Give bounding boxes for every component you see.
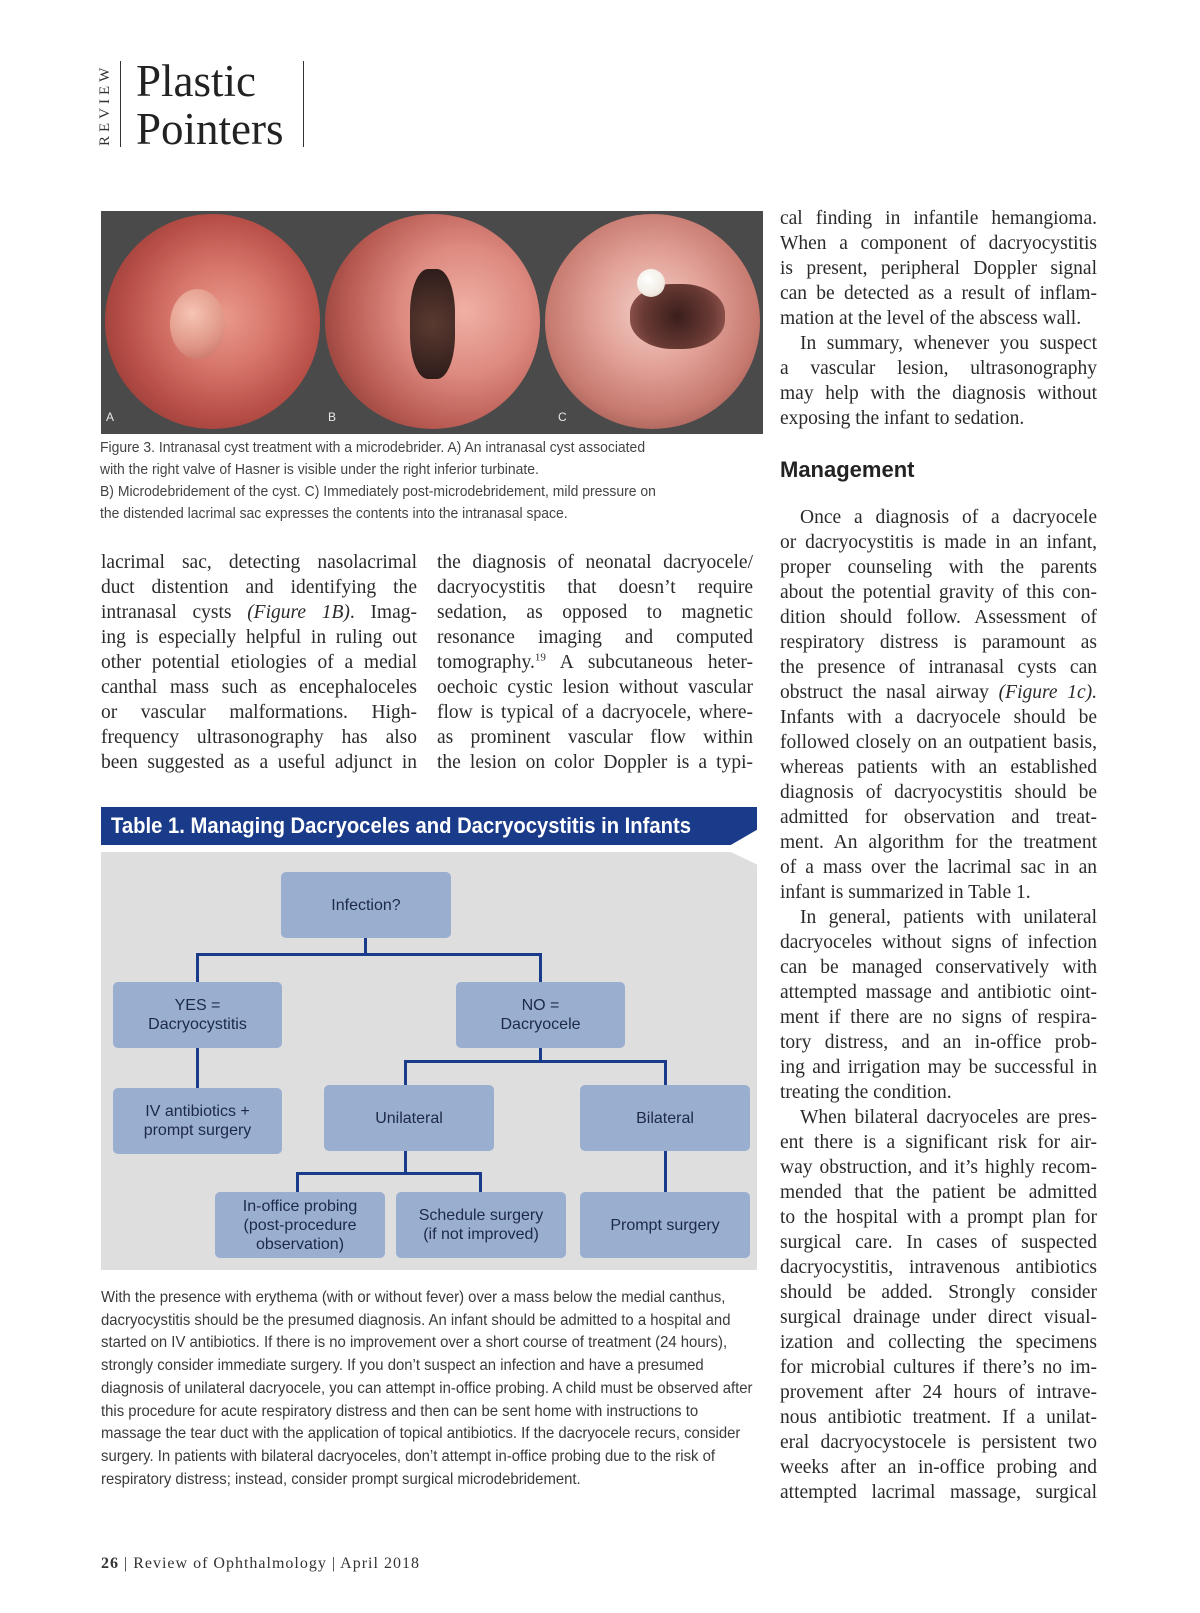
panel-label-b: B — [328, 410, 337, 424]
caption-line: with the right valve of Hasner is visible under the right inferior turbinate. — [100, 461, 539, 478]
flow-connector — [664, 1151, 667, 1192]
text-line: weeks after an in-office probing and — [780, 1457, 1097, 1478]
flow-connector — [539, 953, 542, 982]
text-line: diagnosis of dacryocystitis should be — [780, 782, 1097, 803]
endoscopy-figure — [101, 211, 763, 434]
text-line: or dacryocystitis is made in an infant, — [780, 532, 1097, 553]
text-line: about the potential gravity of this con- — [780, 582, 1097, 603]
text-line: cal finding in infantile hemangioma. — [780, 208, 1097, 229]
flow-node-bilateral: Bilateral — [580, 1085, 750, 1151]
text-line: When bilateral dacryoceles are pres- — [800, 1107, 1097, 1128]
table-caption: With the presence with erythema (with or without fever) over a mass below the medial canthus, dacryocystitis should be the presumed diagnosis. An infant should be admitted to a hospital and started on IV antibiotics. If there is no improvement over a short course of treatment (24 hours), strongly consider immediate surgery. If you don’t suspect an infection and have a presumed diagnosis of unilateral dacryocele, you can attempt in-office probing. A child must be observed after this procedure for acute respiratory distress and then can be sent home with instructions to massage the tear duct with the application of topical antibiotics. If the dacryocele recurs, consider surgery. In patients with bilateral dacryoceles, don’t attempt in-office probing due to the risk of respiratory distress; instead, consider prompt surgical microdebridement. — [101, 1289, 753, 1488]
page-footer — [101, 1555, 420, 1573]
text-line: ment if there are no signs of respira- — [780, 1007, 1097, 1028]
text-line: dacryocystitis, intravenous antibiotics — [780, 1257, 1097, 1278]
text-line: dacryoceles without signs of infection — [780, 932, 1097, 953]
section-label: REVIEW — [97, 63, 113, 146]
text-line: duct distention and identifying the — [101, 577, 417, 598]
section-heading: Management — [780, 457, 915, 482]
endoscopy-image-b — [325, 214, 540, 429]
text-line: ent there is a significant risk for air- — [780, 1132, 1097, 1153]
text-line: oechoic cystic lesion without vascular — [437, 677, 753, 698]
text-line: provement after 24 hours of intrave- — [780, 1382, 1097, 1403]
text-line: dacryocystitis that doesn’t require — [437, 577, 753, 598]
text-line: or vascular malformations. High- — [101, 702, 417, 723]
text-line: eral dacryocystocele is persistent two — [780, 1432, 1097, 1453]
text-line: can be detected as a result of inflam- — [780, 283, 1097, 304]
figure-reference: (Figure 1c). — [998, 682, 1098, 703]
header-divider-right — [303, 61, 304, 147]
flow-connector — [404, 1060, 666, 1063]
panel-label-a: A — [106, 410, 115, 424]
table-title: Table 1. Managing Dacryoceles and Dacryocystitis in Infants — [111, 813, 692, 838]
flow-connector — [404, 1151, 407, 1173]
text-line: nous antibiotic treatment. If a unilat- — [780, 1407, 1097, 1428]
flow-connector — [196, 1048, 199, 1088]
body-column-right-top — [780, 206, 1097, 431]
flow-connector — [196, 953, 541, 956]
intranasal-cyst — [170, 289, 225, 359]
column-title-line1: Plastic — [136, 56, 256, 106]
text-line: dition should follow. Assessment of — [780, 607, 1097, 628]
text-line: Once a diagnosis of a dacryocele — [800, 507, 1097, 528]
text-line: sedation, as opposed to magnetic — [437, 602, 753, 623]
text-line: lacrimal sac, detecting nasolacrimal — [101, 552, 417, 573]
text-line: infant is summarized in Table 1. — [780, 882, 1031, 903]
text-line: ization and collecting the specimens — [780, 1332, 1097, 1353]
flow-node-unilateral: Unilateral — [324, 1085, 494, 1151]
text-line: respiratory distress is paramount as — [780, 632, 1097, 653]
caption-line: B) Microdebridement of the cyst. C) Immediately post-microdebridement, mild pressure on — [100, 483, 656, 500]
text-line: admitted for observation and treat- — [780, 807, 1097, 828]
flow-connector — [296, 1172, 299, 1192]
text-line: for microbial cultures if there’s no im- — [780, 1357, 1097, 1378]
publication-info: | Review of Ophthalmology | April 2018 — [124, 1555, 420, 1572]
text-line: of a mass over the lacrimal sac in an — [780, 857, 1097, 878]
text-line — [780, 680, 1097, 705]
flow-node-prompt-surgery: Prompt surgery — [580, 1192, 750, 1258]
flow-connector — [664, 1060, 667, 1085]
text-line: mation at the level of the abscess wall. — [780, 308, 1082, 329]
text-line: Infants with a dacryocele should be — [780, 707, 1097, 728]
endoscopy-image-c — [545, 214, 760, 429]
endoscopy-image-a — [105, 214, 320, 429]
text-fragment: A subcutaneous heter- — [545, 652, 753, 673]
text-line: the diagnosis of neonatal dacryocele/ — [437, 552, 753, 573]
body-column-right-bottom — [780, 505, 1097, 1505]
text-line: to the hospital with a prompt plan for — [780, 1207, 1097, 1228]
text-line: been suggested as a useful adjunct in — [101, 752, 417, 773]
text-line: ing is especially helpful in ruling out — [101, 627, 417, 648]
text-line: intranasal cysts (Figure 1B). Imag- — [101, 602, 417, 623]
citation-superscript: 19 — [534, 651, 546, 664]
flow-node-dacryocele: NO = Dacryocele — [456, 982, 625, 1048]
column-title-line2: Pointers — [136, 104, 284, 154]
text-line: ing and irrigation may be successful in — [780, 1057, 1097, 1078]
text-line: frequency ultrasonography has also — [101, 727, 417, 748]
microdebrider-tip — [410, 269, 455, 379]
flow-node-schedule-surgery: Schedule surgery (if not improved) — [396, 1192, 566, 1258]
text-line: can be managed conservatively with — [780, 957, 1097, 978]
flow-connector — [296, 1172, 482, 1175]
flow-connector — [364, 938, 367, 954]
text-line: treating the condition. — [780, 1082, 952, 1103]
text-line: surgical drainage under direct visual- — [780, 1307, 1097, 1328]
text-line: followed closely on an outpatient basis, — [780, 732, 1097, 753]
caption-line: Figure 3. Intranasal cyst treatment with a microdebrider. A) An intranasal cyst associated — [100, 439, 646, 456]
caption-line: the distended lacrimal sac expresses the contents into the intranasal space. — [100, 505, 568, 522]
text-line — [437, 650, 753, 675]
body-column-left — [101, 550, 417, 775]
text-line: way obstruction, and it’s highly recom- — [780, 1157, 1097, 1178]
text-line: attempted massage and antibiotic oint- — [780, 982, 1097, 1003]
flow-node-iv-antibiotics: IV antibiotics + prompt surgery — [113, 1088, 282, 1154]
text-line: a vascular lesion, ultrasonography — [780, 358, 1097, 379]
text-line: When a component of dacryocystitis — [780, 233, 1097, 254]
panel-label-c: C — [558, 410, 567, 424]
text-line: In general, patients with unilateral — [800, 907, 1097, 928]
flow-connector — [479, 1172, 482, 1192]
flow-connector — [404, 1060, 407, 1085]
text-line: the presence of intranasal cysts can — [780, 657, 1097, 678]
text-line: tory distress, and an in-office prob- — [780, 1032, 1097, 1053]
figure-reference: (Figure 1B) — [247, 602, 350, 623]
body-column-middle — [437, 550, 753, 775]
text-line: whereas patients with an established — [780, 757, 1097, 778]
text-line: exposing the infant to sedation. — [780, 408, 1025, 429]
text-line: the lesion on color Doppler is a typi- — [437, 752, 753, 773]
text-line: surgical care. In cases of suspected — [780, 1232, 1097, 1253]
figure-caption — [100, 437, 723, 525]
text-line: attempted lacrimal massage, surgical — [780, 1482, 1097, 1503]
text-line: as prominent vascular flow within — [437, 727, 753, 748]
text-line: is present, peripheral Doppler signal — [780, 258, 1097, 279]
flow-node-infection: Infection? — [281, 872, 451, 938]
text-line: canthal mass such as encephaloceles — [101, 677, 417, 698]
flow-node-in-office-probing: In-office probing (post-procedure observation) — [215, 1192, 385, 1258]
text-fragment: obstruct the nasal airway — [780, 682, 989, 703]
text-line: may help with the diagnosis without — [780, 383, 1097, 404]
text-line: ment. An algorithm for the treatment — [780, 832, 1097, 853]
text-line: other potential etiologies of a medial — [101, 652, 417, 673]
text-line: In summary, whenever you suspect — [800, 333, 1097, 354]
expressed-contents — [637, 269, 665, 297]
text-line: proper counseling with the parents — [780, 557, 1097, 578]
header-divider-left — [120, 61, 121, 147]
flow-connector — [196, 953, 199, 982]
text-fragment: tomography. — [437, 652, 535, 673]
text-line: flow is typical of a dacryocele, where- — [437, 702, 753, 723]
text-line: mended that the patient be admitted — [780, 1182, 1097, 1203]
text-line: should be added. Strongly consider — [780, 1282, 1097, 1303]
flow-node-dacryocystitis: YES = Dacryocystitis — [113, 982, 282, 1048]
page-number: 26 — [101, 1555, 119, 1572]
text-line: resonance imaging and computed — [437, 627, 753, 648]
